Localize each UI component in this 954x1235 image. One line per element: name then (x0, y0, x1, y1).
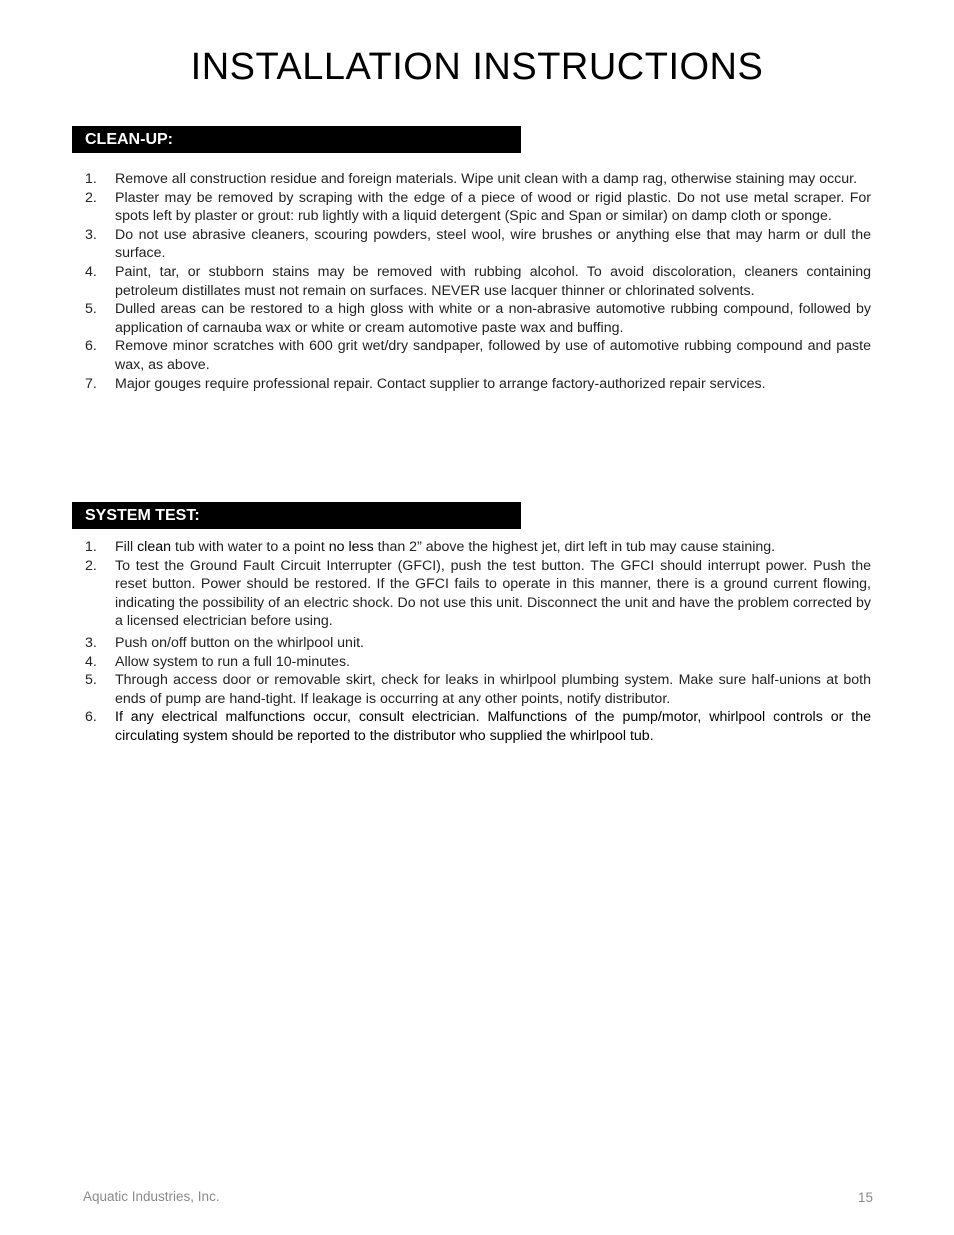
list-item-number: 1. (85, 171, 97, 187)
list-item (72, 653, 871, 672)
list-item-text: Paint, tar, or stubborn stains may be removed with rubbing alcohol. To avoid discoloration, cleaners containing petroleum distillates must not remain on surfaces. NEVER use lacquer thinner or chlorinated solvents. (115, 263, 871, 299)
footer-page-number: 15 (857, 1190, 873, 1205)
emphasis-no-less: no less (328, 539, 374, 555)
list-item-text: Through access door or removable skirt, check for leaks in whirlpool plumbing system. Make sure half-unions at both ends of pump are hand-tight. If leakage is occurring at any other points, notify distributor. (115, 672, 871, 707)
list-item (72, 263, 871, 300)
list-item-number: 6. (85, 709, 97, 726)
text-run: Fill (115, 539, 138, 555)
clean-up-list (72, 170, 871, 393)
list-item (72, 538, 871, 557)
list-item-text: If any electrical malfunctions occur, consult electrician. Malfunctions of the pump/motor, whirlpool controls or the circulating system should be reported to the distributor who supplied the whirlpool tub. (115, 709, 871, 744)
list-item-number: 5. (85, 672, 97, 689)
list-item (72, 671, 871, 708)
list-item-text: Allow system to run a full 10-minutes. (115, 653, 350, 670)
text-run: tub with water to a point (171, 539, 329, 555)
page-title: INSTALLATION INSTRUCTIONS (190, 46, 764, 88)
list-item-text: Push on/off button on the whirlpool unit. (115, 634, 364, 651)
list-item-text: Dulled areas can be restored to a high gloss with white or a non-abrasive automotive rubbing compound, followed by application of carnauba wax or white or cream automotive paste wax and buffing. (115, 301, 871, 336)
list-item-number: 4. (85, 263, 97, 280)
footer-company: Aquatic Industries, Inc. (83, 1189, 220, 1204)
emphasis-clean: clean (137, 539, 171, 555)
list-item-number: 5. (85, 301, 97, 318)
list-item (72, 337, 871, 374)
list-item (72, 375, 871, 394)
text-run: than 2” above the highest jet, dirt left in tub may cause staining. (373, 539, 776, 555)
list-item (72, 634, 871, 653)
list-item-text (115, 539, 775, 555)
list-item-number: 1. (85, 539, 97, 555)
list-item (72, 170, 871, 189)
list-item-text: Remove minor scratches with 600 grit wet/dry sandpaper, followed by use of automotive rubbing compound and paste wax, as above. (115, 338, 871, 373)
list-item-text: To test the Ground Fault Circuit Interrupter (GFCI), push the test button. The GFCI should interrupt power. Push the reset button. Power should be restored. If the GFCI fails to operate in this manner, there is a ground current flowing, indicating the possibility of an electric shock. Do not use this unit. Disconnect the unit and have the problem corrected by a licensed electrician before using. (115, 557, 871, 630)
list-item-number: 6. (85, 338, 97, 355)
list-item-number: 7. (85, 375, 97, 392)
section-heading-clean-up: CLEAN-UP: (72, 126, 521, 153)
list-item-text: Remove all construction residue and foreign materials. Wipe unit clean with a damp rag, otherwise staining may occur. (115, 171, 858, 187)
list-item-number: 4. (85, 653, 97, 670)
list-item-text: Major gouges require professional repair. Contact supplier to arrange factory-authorized repair services. (115, 375, 766, 392)
list-item (72, 226, 871, 263)
system-test-list (72, 538, 871, 746)
list-item (72, 189, 871, 226)
list-item-number: 3. (85, 634, 97, 651)
list-item (72, 300, 871, 337)
list-item (72, 557, 871, 631)
list-item-number: 2. (85, 189, 97, 206)
list-item-number: 2. (85, 557, 97, 574)
list-item-number: 3. (85, 226, 97, 243)
list-item-text: Plaster may be removed by scraping with the edge of a piece of wood or rigid plastic. Do not use metal scraper. For spots left by plaster or grout: rub lightly with a liquid detergent (Spic and Span or similar) on damp cloth or sponge. (115, 189, 871, 225)
list-item (72, 708, 871, 745)
list-item-text: Do not use abrasive cleaners, scouring powders, steel wool, wire brushes or anything else that may harm or dull the surface. (115, 226, 871, 262)
section-heading-system-test: SYSTEM TEST: (72, 502, 521, 529)
